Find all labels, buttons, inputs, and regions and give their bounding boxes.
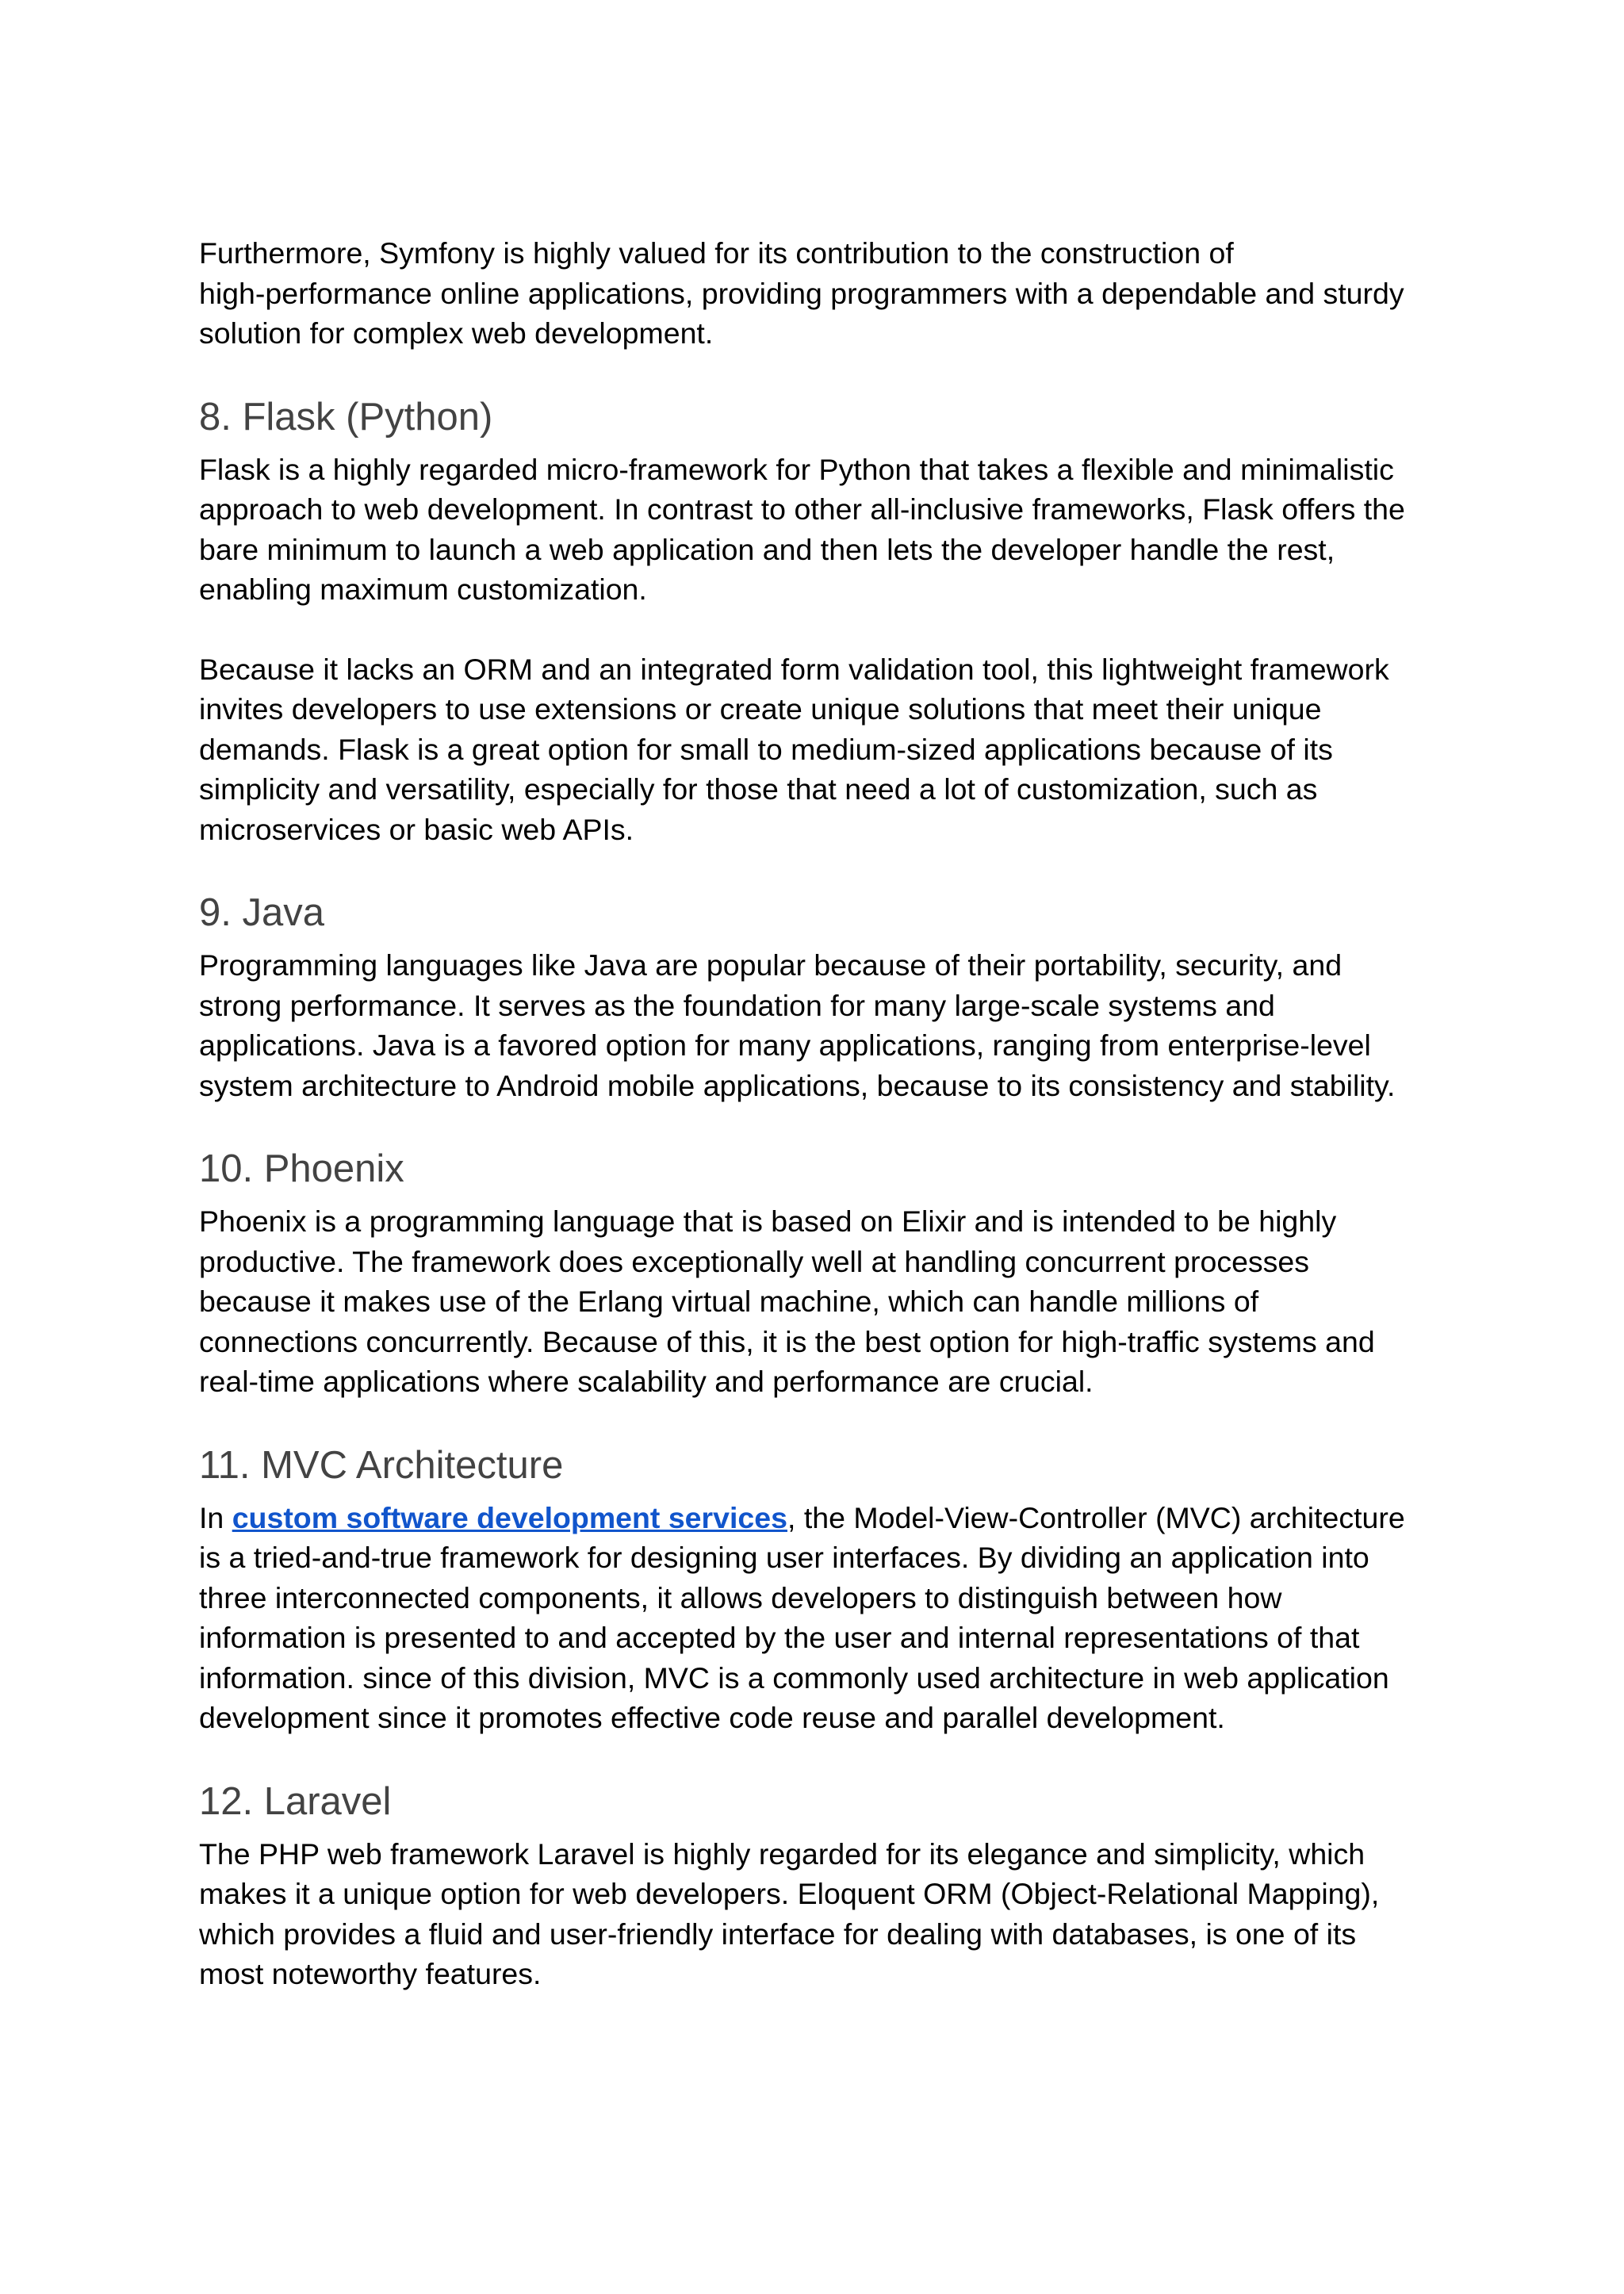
text-line: approach to web development. In contrast to other all-inclusive frameworks, Flask offers the: [199, 492, 1405, 526]
text-line: three interconnected components, it allows developers to distinguish between how: [199, 1580, 1282, 1614]
text-line: bare minimum to launch a web application and then lets the developer handle the rest,: [199, 532, 1335, 566]
text-line: makes it a unique option for web developers. Eloquent ORM (Object-Relational Mapping),: [199, 1877, 1380, 1910]
body-paragraph: [199, 1498, 1436, 1738]
text-line: connections concurrently. Because of this, it is the best option for high-traffic systems and: [199, 1324, 1375, 1358]
text-line: high-performance online applications, providing programmers with a dependable and sturdy: [199, 276, 1404, 310]
section-java: [199, 889, 1436, 1105]
text-line: enabling maximum customization.: [199, 573, 647, 606]
text-line: Flask is a highly regarded micro-framework for Python that takes a flexible and minimalistic: [199, 452, 1394, 486]
section-heading: 10. Phoenix: [199, 1147, 404, 1190]
text-line: demands. Flask is a great option for small to medium-sized applications because of its: [199, 732, 1333, 766]
text-line: Furthermore, Symfony is highly valued for its contribution to the construction of: [199, 236, 1234, 270]
text-line: The PHP web framework Laravel is highly regarded for its elegance and simplicity, which: [199, 1836, 1365, 1871]
text-line: real-time applications where scalability and performance are crucial.: [199, 1365, 1094, 1398]
section-heading: 8. Flask (Python): [199, 395, 493, 439]
text-line: is a tried-and-true framework for designing user interfaces. By dividing an application into: [199, 1541, 1369, 1574]
text-line: microservices or basic web APIs.: [199, 812, 634, 846]
document-page: [199, 233, 1436, 1994]
custom-software-link[interactable]: custom software development services: [232, 1500, 787, 1534]
body-paragraph: [199, 450, 1436, 610]
section-flask: [199, 393, 1436, 850]
body-paragraph: [199, 1834, 1436, 1994]
text-line: system architecture to Android mobile applications, because to its consistency and stability.: [199, 1068, 1396, 1102]
line-suffix: , the Model-View-Controller (MVC) architecture: [787, 1500, 1405, 1534]
text-line: because it makes use of the Erlang virtual machine, which can handle millions of: [199, 1285, 1259, 1318]
text-line: applications. Java is a favored option for many applications, ranging from enterprise-level: [199, 1028, 1371, 1062]
intro-paragraph: [199, 233, 1436, 354]
text-line: productive. The framework does exceptionally well at handling concurrent processes: [199, 1244, 1310, 1278]
section-heading: 11. MVC Architecture: [199, 1443, 564, 1487]
text-line: strong performance. It serves as the foundation for many large-scale systems and: [199, 988, 1275, 1022]
text-line: Phoenix is a programming language that is based on Elixir and is intended to be highly: [199, 1204, 1337, 1238]
line-prefix: In: [199, 1500, 232, 1534]
section-mvc: [199, 1442, 1436, 1738]
text-line: information is presented to and accepted by the user and internal representations of that: [199, 1621, 1360, 1654]
body-paragraph: [199, 649, 1436, 850]
text-line: invites developers to use extensions or create unique solutions that meet their unique: [199, 692, 1322, 726]
text-line: solution for complex web development.: [199, 316, 714, 350]
text-line: most noteworthy features.: [199, 1957, 542, 1990]
body-paragraph: [199, 1201, 1436, 1402]
section-laravel: [199, 1778, 1436, 1994]
text-line: simplicity and versatility, especially for those that need a lot of customization, such as: [199, 772, 1318, 806]
section-heading: 9. Java: [199, 891, 324, 934]
text-line: Programming languages like Java are popular because of their portability, security, and: [199, 948, 1342, 982]
section-heading: 12. Laravel: [199, 1779, 392, 1823]
text-line: information. since of this division, MVC is a commonly used architecture in web application: [199, 1660, 1389, 1695]
text-line: Because it lacks an ORM and an integrated form validation tool, this lightweight framework: [199, 652, 1389, 686]
section-phoenix: [199, 1145, 1436, 1402]
paragraph-spacer: [199, 610, 1436, 649]
text-line: development since it promotes effective code reuse and parallel development.: [199, 1701, 1225, 1734]
text-line: [199, 1498, 1436, 1538]
text-line: which provides a fluid and user-friendly interface for dealing with databases, is one of its: [199, 1917, 1357, 1951]
body-paragraph: [199, 945, 1436, 1105]
